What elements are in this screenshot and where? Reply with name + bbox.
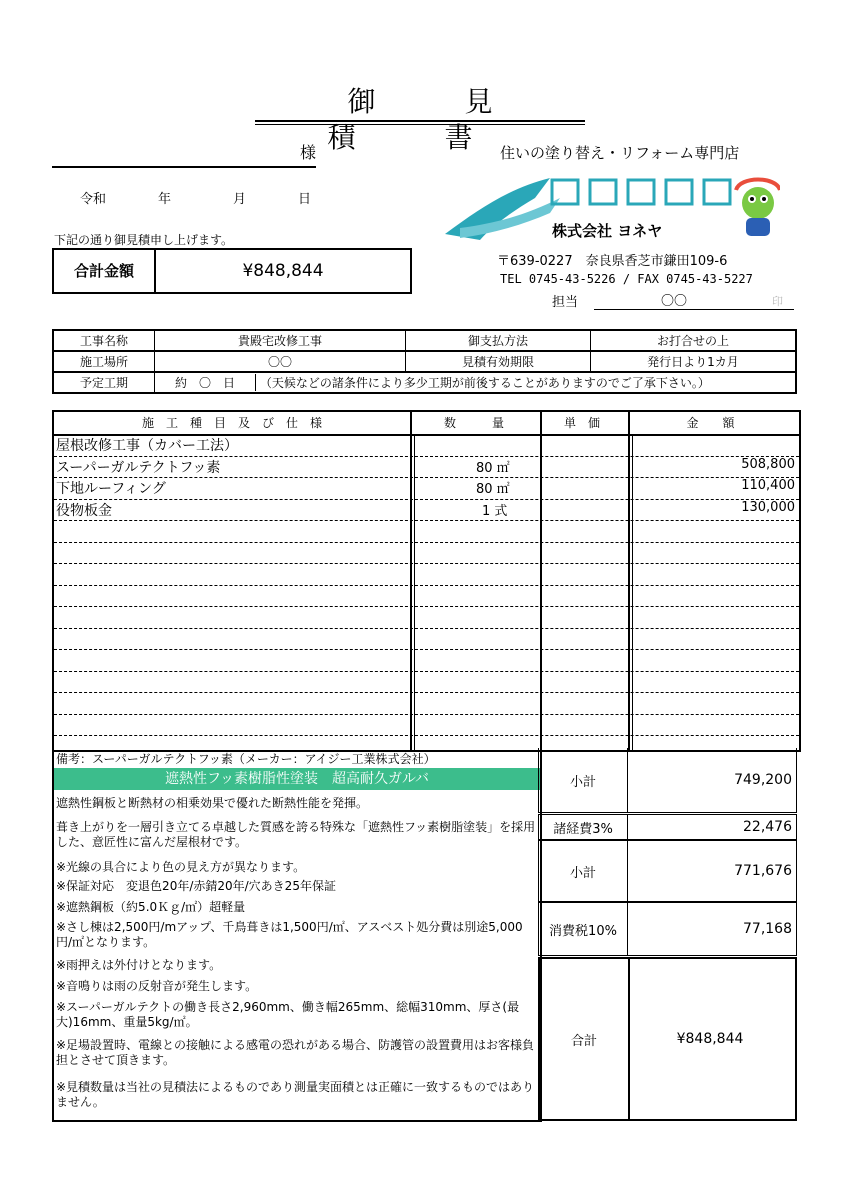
note-line: 葺き上がりを一層引き立てる卓越した質感を誇る特殊な「遮熱性フッ素樹脂塗装」を採用した、意匠性に富んだ屋根材です。 (56, 820, 536, 849)
note-line: ※光線の具合により色の見え方が異なります。 (56, 860, 306, 874)
note-line: 遮熱性鋼板と断熱材の相乗効果で優れた断熱性能を発揮。 (56, 796, 369, 810)
customer-name-field: 様 (52, 142, 316, 168)
table-row (54, 499, 799, 522)
date-era: 令和 (80, 192, 107, 207)
subtotal1-value: 749,200 (734, 772, 792, 788)
row-amount: 110,400 (741, 478, 795, 493)
row-name: 屋根改修工事（カバー工法） (56, 438, 238, 454)
table-row (54, 542, 799, 565)
staff-value: 〇〇 (660, 294, 687, 309)
row-qty: 1 式 (482, 503, 508, 519)
table-row (54, 628, 799, 651)
expense-label: 諸経費3% (539, 815, 628, 839)
seal-mark: 印 (772, 295, 783, 308)
date-day: 日 (298, 192, 312, 207)
koji-label: 工事名称 (53, 330, 155, 351)
expense-row (538, 814, 797, 840)
payment-label: 御支払方法 (406, 330, 591, 351)
valid-value: 発行日より1カ月 (591, 351, 797, 372)
company-logo (440, 168, 780, 246)
total-amount-label: 合計金額 (54, 250, 156, 292)
row-amount: 130,000 (741, 499, 795, 515)
table-row (54, 585, 799, 608)
table-row (54, 477, 799, 500)
intro-text: 下記の通り御見積申し上げます。 (54, 233, 234, 247)
grand-total-row (538, 957, 797, 1121)
company-tagline: 住いの塗り替え・リフォーム専門店 (500, 144, 740, 162)
row-name: スーパーガルテクトフッ素 (56, 459, 221, 476)
tax-row (538, 902, 797, 956)
row-qty: 80 ㎡ (476, 460, 510, 476)
period-label: 予定工期 (53, 372, 155, 393)
staff-underline (594, 309, 794, 310)
company-phone: TEL 0745-43-5226 / FAX 0745-43-5227 (500, 272, 753, 286)
notes-title: 備考：スーパーガルテクトフッ素（メーカー：アイジー工業株式会社） (56, 752, 436, 766)
subtotal2-label: 小計 (539, 841, 628, 901)
header-price: 単 価 (563, 416, 600, 430)
table-row (54, 606, 799, 629)
notes-section (52, 748, 542, 1122)
tax-label: 消費税10% (539, 903, 628, 955)
company-address: 〒639-0227 奈良県香芝市鎌田109-6 (497, 254, 728, 269)
expense-value: 22,476 (743, 819, 792, 835)
subtotal2-row (538, 840, 797, 902)
svg-text:株式会社 ヨネヤ: 株式会社 ヨネヤ (552, 222, 663, 240)
table-row (54, 649, 799, 672)
note-line: ※さし棟は2,500円/mアップ、千鳥葺きは1,500円/㎡、アスベスト処分費は別途5,000円/㎡となります。 (56, 920, 523, 949)
date-month: 月 (233, 192, 247, 207)
subtotal2-value: 771,676 (734, 863, 792, 879)
place-value: 〇〇 (155, 351, 406, 372)
table-row (54, 714, 799, 737)
note-line: ※スーパーガルテクトの働き長さ2,960mm、働き幅265mm、総幅310mm、厚さ(最大)16mm、重量5kg/㎡。 (56, 1000, 520, 1029)
table-row (54, 692, 799, 715)
project-info-table (52, 329, 797, 394)
period-value: 約 〇 日 (155, 374, 256, 391)
staff-label: 担当 (552, 295, 579, 310)
koji-value: 貴殿宅改修工事 (155, 330, 406, 351)
subtotal1-label: 小計 (539, 748, 628, 812)
note-line: ※雨押えは外付けとなります。 (56, 958, 222, 972)
items-table (52, 410, 801, 752)
summary-section (538, 748, 797, 1120)
table-row (54, 456, 799, 479)
row-amount: 508,800 (741, 456, 795, 472)
page-title: 御 見 積 書 (327, 85, 533, 154)
row-name: 下地ルーフィング (56, 481, 166, 497)
place-label: 施工場所 (53, 351, 155, 372)
total-amount-box (52, 248, 412, 294)
table-row (54, 520, 799, 543)
feature-banner: 遮熱性フッ素樹脂性塗装 超高耐久ガルバ (54, 768, 540, 790)
valid-label: 見積有効期限 (406, 351, 591, 372)
note-line: ※保証対応 変退色20年/赤錆20年/穴あき25年保証 (56, 879, 336, 893)
title-underline (255, 120, 585, 122)
note-line: ※音鳴りは雨の反射音が発生します。 (56, 979, 258, 993)
header-qty: 数 量 (443, 416, 504, 430)
payment-value: お打合せの上 (591, 330, 797, 351)
note-line: ※見積数量は当社の見積法によるものであり測量実面積とは正確に一致するものではありません。 (56, 1080, 535, 1109)
note-line: ※足場設置時、電線との接触による感電の恐れがある場合、防護管の設置費用はお客様負担とさせて頂きます。 (56, 1038, 535, 1067)
table-row (54, 671, 799, 694)
header-item: 施 工 種 目 及 び 仕 様 (141, 416, 322, 430)
subtotal1-row (538, 748, 797, 813)
table-row (54, 434, 799, 457)
date-year: 年 (158, 192, 172, 207)
row-qty: 80 ㎡ (476, 482, 510, 497)
grand-total-label: 合計 (540, 959, 630, 1119)
title-underline-thin (255, 124, 585, 125)
period-note: （天候などの諸条件により多少工期が前後することがありますのでご了承下さい。） (259, 376, 710, 390)
items-header (54, 412, 799, 436)
note-line: ※遮熱鋼板（約5.0Ｋｇ/㎡）超軽量 (56, 900, 246, 914)
tax-value: 77,168 (743, 921, 792, 937)
grand-total-value: ¥848,844 (676, 1031, 744, 1047)
row-name: 役物板金 (56, 502, 112, 519)
total-amount-value: ¥848,844 (242, 261, 324, 281)
header-amount: 金 額 (686, 416, 735, 430)
table-row (54, 563, 799, 586)
period-cell (155, 372, 797, 393)
